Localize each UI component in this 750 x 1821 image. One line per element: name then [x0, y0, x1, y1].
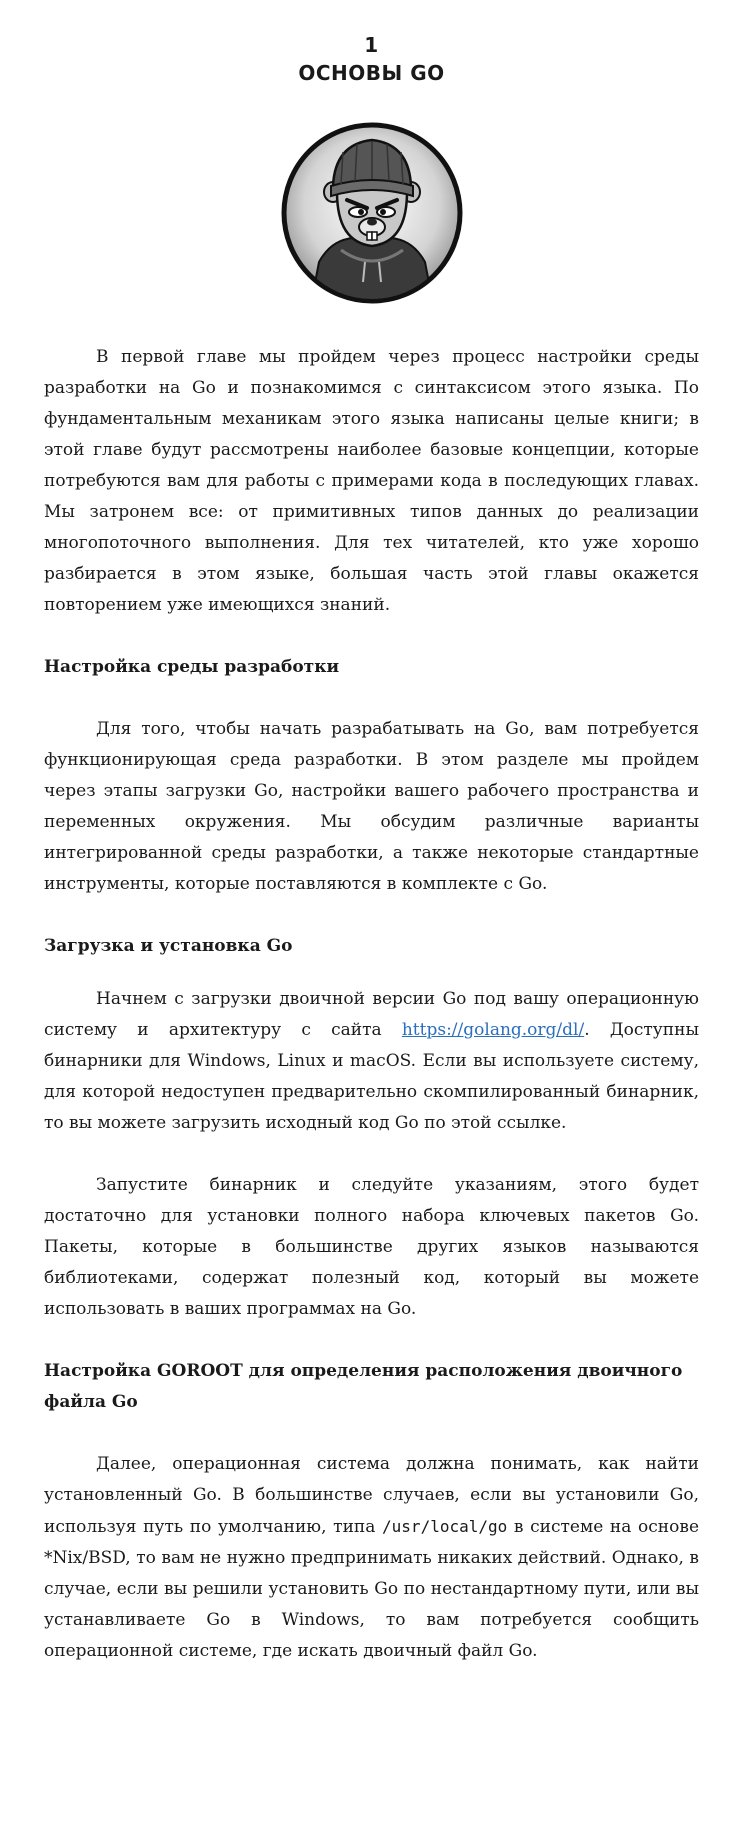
section-heading-goroot: Настройка GOROOT для определения расположения двоичного файла Go — [44, 1361, 683, 1412]
chapter-title: ОСНОВЫ GO — [298, 61, 445, 85]
go-gopher-icon — [281, 122, 463, 304]
golang-download-link[interactable]: https://golang.org/dl/ — [401, 1020, 585, 1040]
download-paragraph — [44, 984, 699, 1139]
chapter-number: 1 — [364, 33, 379, 57]
chapter-page — [44, 0, 699, 1667]
goroot-text-after-code: в системе на основе *Nix/BSD, то вам не нужно предпринимать никаких действий. Однако, в случае, если вы решили установить Go по нестандартному пути, или вы устанавливаете Go в Windows, то вам потребуется сообщить операционной системе, где искать двоичный файл Go. — [44, 1517, 700, 1661]
goroot-paragraph — [44, 1449, 699, 1667]
section-heading-env: Настройка среды разработки — [44, 657, 340, 677]
section-heading-download: Загрузка и установка Go — [44, 936, 293, 956]
download-text-after-link: . Доступны бинарники для Windows, Linux и macOS. Если вы используете систему, для которой недоступен предварительно скомпилированный бинарник, то вы можете загрузить исходный код Go по этой ссылке. — [44, 1020, 700, 1133]
intro-paragraph: В первой главе мы пройдем через процесс настройки среды разработки на Go и познакомимся с синтаксисом этого языка. По фундаментальным механикам этого языка написаны целые книги; в этой главе будут рассмотрены наиболее базовые концепции, которые потребуются вам для работы с примерами кода в последующих главах. Мы затронем все: от примитивных типов данных до реализации многопоточного выполнения. Для тех читателей, кто уже хорошо разбирается в этом языке, большая часть этой главы окажется повторением уже имеющихся знаний. — [44, 347, 699, 615]
env-paragraph: Для того, чтобы начать разрабатывать на Go, вам потребуется функционирующая среда разработки. В этом разделе мы пройдем через этапы загрузки Go, настройки вашего рабочего пространства и переменных окружения. Мы обсудим различные варианты интегрированной среды разработки, а также некоторые стандартные инструменты, которые поставляются в комплекте с Go. — [44, 719, 699, 894]
install-paragraph: Запустите бинарник и следуйте указаниям, этого будет достаточно для установки полного набора ключевых пакетов Go. Пакеты, которые в большинстве других языков называются библиотеками, содержат полезный код, который вы можете использовать в ваших программах на Go. — [44, 1175, 699, 1319]
goroot-default-path: /usr/local/go — [382, 1517, 508, 1536]
download-text-before-link: Начнем с загрузки двоичной версии Go под вашу операционную систему и архитектуру с сайта — [44, 989, 699, 1040]
chapter-illustration — [44, 122, 699, 304]
goroot-text-before-code: Далее, операционная система должна понимать, как найти установленный Go. В большинстве случаев, если вы установили Go, используя путь по умолчанию, типа — [44, 1454, 699, 1537]
